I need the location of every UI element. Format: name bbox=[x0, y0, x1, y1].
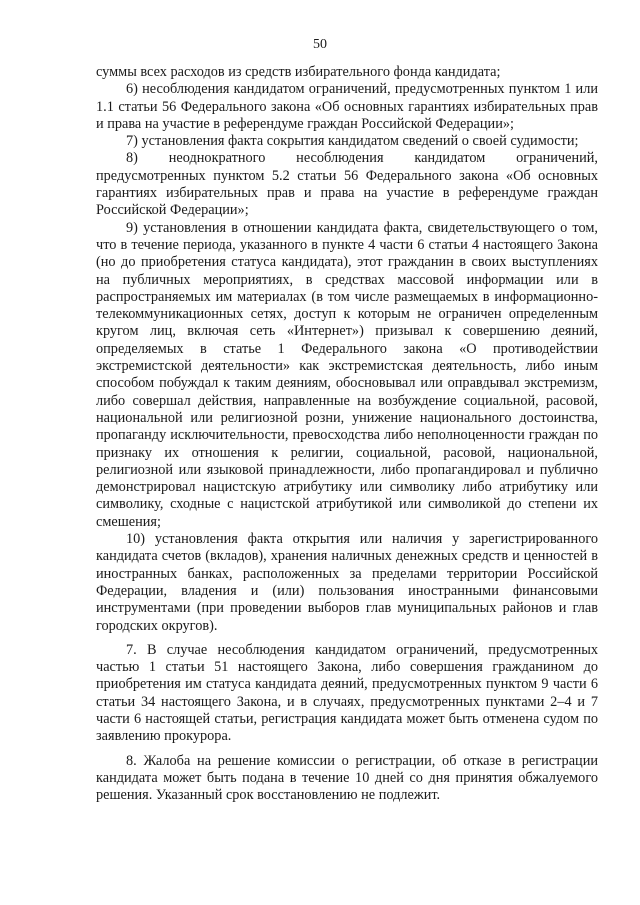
paragraph-5: 9) установления в отношении кандидата факта, свидетельствующего о том, что в течение периода, указанного в пункте 4 части 6 статьи 4 настоящего Закона (но до приобретения статуса кандидата), этот гражданин в своих выступлениях на публичных мероприятиях, в средствах массовой информации или в распространяемых им материалах (в том числе размещаемых в информационно-телекоммуникационных сетях, доступ к которым не ограничен определенным кругом лиц, включая сеть «Интернет») призывал к совершению деяний, определяемых в статье 1 Федерального закона «О противодействии экстремистской деятельности» как экстремистская деятельность, либо иным способом побуждал к таким деяниям, обосновывал или оправдывал экстремизм, либо совершал действия, направленные на возбуждение социальной, расовой, национальной или религиозной розни, унижение национального достоинства, пропаганду исключительности, превосходства либо неполноценности граждан по признаку их отношения к религии, социальной, расовой, национальной, религиозной или языковой принадлежности, либо пропагандировал и публично демонстрировал нацистскую атрибутику или символику либо атрибутику или символику, сходные с нацистской атрибутикой или символикой до степени их смешения; bbox=[96, 219, 598, 530]
paragraph-3: 7) установления факта сокрытия кандидатом сведений о своей судимости; bbox=[126, 133, 579, 150]
paragraph-8: 8. Жалоба на решение комиссии о регистрации, об отказе в регистрации кандидата может быть подана в течение 10 дней со дня принятия обжалуемого решения. Указанный срок восстановлению не подлежит. bbox=[96, 752, 598, 804]
paragraph-1: суммы всех расходов из средств избирательного фонда кандидата; bbox=[96, 64, 501, 80]
document-body bbox=[96, 64, 598, 804]
page-number: 50 bbox=[313, 37, 327, 52]
paragraph-7: 7. В случае несоблюдения кандидатом ограничений, предусмотренных частью 1 статьи 51 настоящего Закона, либо совершения гражданином до приобретения им статуса кандидата деяний, предусмотренных пунктом 9 части 6 статьи 34 настоящего Закона, и в случаях, предусмотренных пунктами 2–4 и 7 части 6 настоящей статьи, регистрация кандидата может быть отменена судом по заявлению прокурора. bbox=[96, 641, 598, 745]
paragraph-2: 6) несоблюдения кандидатом ограничений, предусмотренных пунктом 1 или 1.1 статьи 56 Федерального закона «Об основных гарантиях избирательных прав и права на участие в референдуме граждан Российской Федерации»; bbox=[96, 81, 598, 132]
paragraph-4: 8) неоднократного несоблюдения кандидатом ограничений, предусмотренных пунктом 5.2 статьи 56 Федерального закона «Об основных гарантиях избирательных прав и права на участие в референдуме граждан Российской Федерации»; bbox=[96, 150, 598, 219]
paragraph-6: 10) установления факта открытия или наличия у зарегистрированного кандидата счетов (вкладов), хранения наличных денежных средств и ценностей в иностранных банках, расположенных за пределами территории Российской Федерации, владения и (или) пользования иностранными финансовыми инструментами (при проведении выборов глав муниципальных районов и глав городских округов). bbox=[96, 531, 598, 634]
